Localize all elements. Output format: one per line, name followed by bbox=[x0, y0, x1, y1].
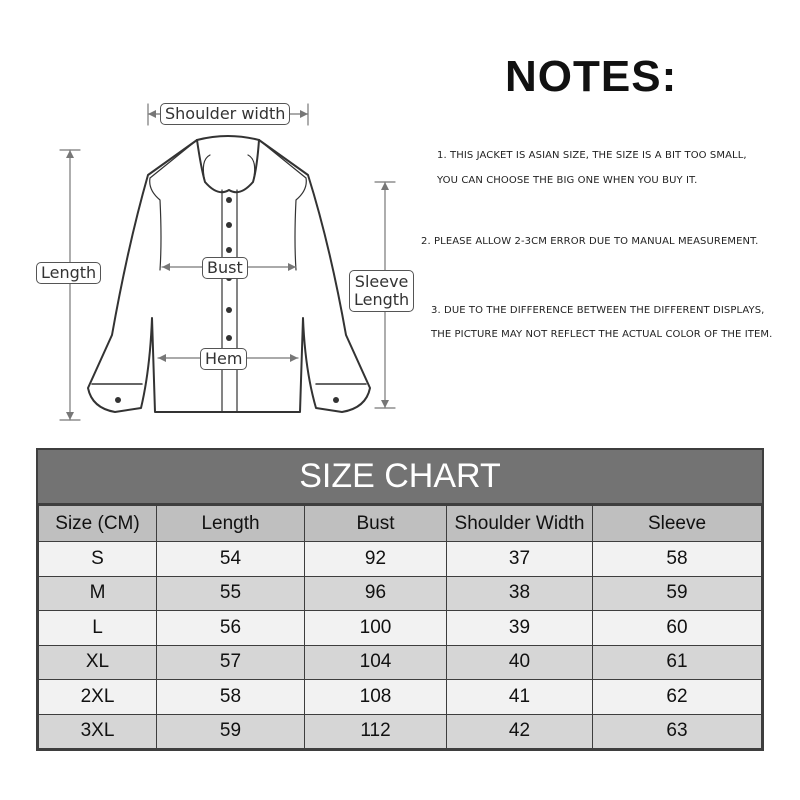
header-size: Size (CM) bbox=[39, 506, 157, 542]
cell-length: 59 bbox=[157, 714, 305, 749]
note-1-line-2: YOU CAN CHOOSE THE BIG ONE WHEN YOU BUY IT. bbox=[437, 175, 698, 186]
size-chart-title: SIZE CHART bbox=[38, 450, 762, 505]
note-3-line-1: 3. DUE TO THE DIFFERENCE BETWEEN THE DIFFERENT DISPLAYS, bbox=[431, 305, 765, 316]
cell-bust: 100 bbox=[305, 611, 447, 646]
size-table bbox=[38, 505, 762, 749]
cell-length: 56 bbox=[157, 611, 305, 646]
cell-size: L bbox=[39, 611, 157, 646]
header-sleeve: Sleeve bbox=[593, 506, 762, 542]
table-row bbox=[39, 714, 762, 749]
cell-bust: 104 bbox=[305, 645, 447, 680]
table-row bbox=[39, 576, 762, 611]
cell-shoulder-width: 42 bbox=[447, 714, 593, 749]
cell-shoulder-width: 41 bbox=[447, 680, 593, 715]
cell-shoulder-width: 40 bbox=[447, 645, 593, 680]
sleeve-label-line1: Sleeve bbox=[354, 272, 409, 291]
bust-label: Bust bbox=[202, 257, 248, 279]
cell-length: 58 bbox=[157, 680, 305, 715]
cell-length: 54 bbox=[157, 542, 305, 577]
cell-size: S bbox=[39, 542, 157, 577]
cell-sleeve: 61 bbox=[593, 645, 762, 680]
header-bust: Bust bbox=[305, 506, 447, 542]
cell-size: XL bbox=[39, 645, 157, 680]
header-shoulder-width: Shoulder Width bbox=[447, 506, 593, 542]
sleeve-length-label bbox=[349, 270, 414, 312]
note-1-line-1: 1. THIS JACKET IS ASIAN SIZE, THE SIZE IS A BIT TOO SMALL, bbox=[437, 150, 747, 161]
cell-length: 57 bbox=[157, 645, 305, 680]
table-row bbox=[39, 645, 762, 680]
cell-bust: 92 bbox=[305, 542, 447, 577]
shoulder-width-label: Shoulder width bbox=[160, 103, 290, 125]
cell-bust: 96 bbox=[305, 576, 447, 611]
hem-label: Hem bbox=[200, 348, 247, 370]
cell-sleeve: 58 bbox=[593, 542, 762, 577]
table-header-row bbox=[39, 506, 762, 542]
cell-sleeve: 59 bbox=[593, 576, 762, 611]
note-3-line-2: THE PICTURE MAY NOT REFLECT THE ACTUAL COLOR OF THE ITEM. bbox=[431, 329, 773, 340]
cell-bust: 112 bbox=[305, 714, 447, 749]
cell-shoulder-width: 38 bbox=[447, 576, 593, 611]
table-row bbox=[39, 542, 762, 577]
cell-shoulder-width: 37 bbox=[447, 542, 593, 577]
cell-size: 3XL bbox=[39, 714, 157, 749]
jacket-measurement-diagram bbox=[0, 0, 420, 430]
note-2: 2. PLEASE ALLOW 2-3CM ERROR DUE TO MANUAL MEASUREMENT. bbox=[421, 236, 759, 247]
cell-bust: 108 bbox=[305, 680, 447, 715]
cell-size: M bbox=[39, 576, 157, 611]
table-row bbox=[39, 611, 762, 646]
size-chart-table bbox=[36, 448, 764, 751]
jacket-buttons bbox=[115, 197, 339, 403]
table-row bbox=[39, 680, 762, 715]
cell-length: 55 bbox=[157, 576, 305, 611]
length-label: Length bbox=[36, 262, 101, 284]
header-length: Length bbox=[157, 506, 305, 542]
cell-shoulder-width: 39 bbox=[447, 611, 593, 646]
cell-sleeve: 63 bbox=[593, 714, 762, 749]
sleeve-label-line2: Length bbox=[354, 290, 410, 309]
cell-sleeve: 60 bbox=[593, 611, 762, 646]
notes-title: NOTES: bbox=[505, 52, 678, 101]
cell-sleeve: 62 bbox=[593, 680, 762, 715]
cell-size: 2XL bbox=[39, 680, 157, 715]
